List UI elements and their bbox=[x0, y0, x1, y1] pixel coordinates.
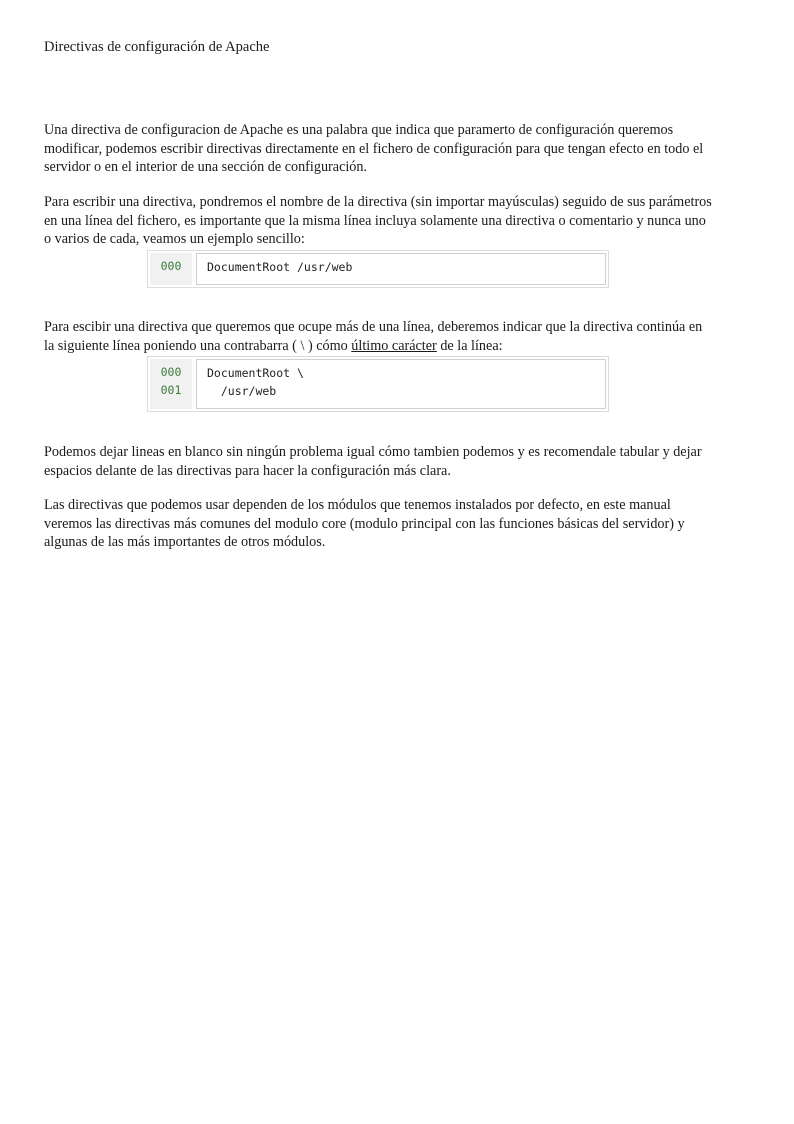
line-number: 000 bbox=[160, 365, 182, 379]
paragraph-intro: Una directiva de configuracion de Apache es una palabra que indica que paramerto de configuración queremos modificar, podemos escribir directivas directamente en el fichero de configuración para que tengan efecto en todo el servidor o en el interior de una sección de configuración. bbox=[44, 122, 704, 175]
paragraph-multiline-text-after: de la línea: bbox=[436, 337, 503, 354]
code-block-1-gutter bbox=[150, 253, 192, 285]
paragraph-modules: Las directivas que podemos usar dependen de los módulos que tenemos instalados por defecto, en este manual veremos las directivas más comunes del modulo core (modulo principal con las funciones básicas del servidor) y algunas de las más importantes de otros módulos. bbox=[44, 497, 685, 550]
code-block-2-inner bbox=[150, 359, 606, 409]
code-block-2-gutter bbox=[150, 359, 192, 409]
paragraph-multiline-underlined: último carácter bbox=[351, 337, 437, 354]
paragraph-multiline-directive bbox=[44, 318, 712, 355]
line-number: 001 bbox=[160, 382, 182, 397]
code-line: DocumentRoot /usr/web bbox=[207, 260, 353, 274]
code-block-2-content bbox=[196, 359, 606, 409]
code-block-2 bbox=[147, 356, 609, 412]
code-block-1-content bbox=[196, 253, 606, 285]
code-block-1 bbox=[147, 250, 609, 288]
line-number: 000 bbox=[160, 259, 182, 273]
paragraph-writing-directive: Para escribir una directiva, pondremos el nombre de la directiva (sin importar mayúsculas) seguido de sus parámetros en una línea del fichero, es importante que la misma línea incluya solamente una directiva o comentario y nunca uno o varios de cada, veamos un ejemplo sencillo: bbox=[44, 194, 712, 247]
code-block-1-inner bbox=[150, 253, 606, 285]
paragraph-blank-lines: Podemos dejar lineas en blanco sin ningún problema igual cómo tambien podemos y es recomendale tabular y dejar espacios delante de las directivas para hacer la configuración más clara. bbox=[44, 444, 702, 479]
code-line: DocumentRoot \ bbox=[207, 366, 304, 380]
page-title: Directivas de configuración de Apache bbox=[44, 39, 270, 55]
paragraph-multiline-text-before: Para escibir una directiva que queremos que ocupe más de una línea, deberemos indicar que la directiva continúa en la siguiente línea poniendo una contrabarra ( \ ) cómo bbox=[44, 319, 703, 354]
code-line: /usr/web bbox=[207, 383, 277, 398]
